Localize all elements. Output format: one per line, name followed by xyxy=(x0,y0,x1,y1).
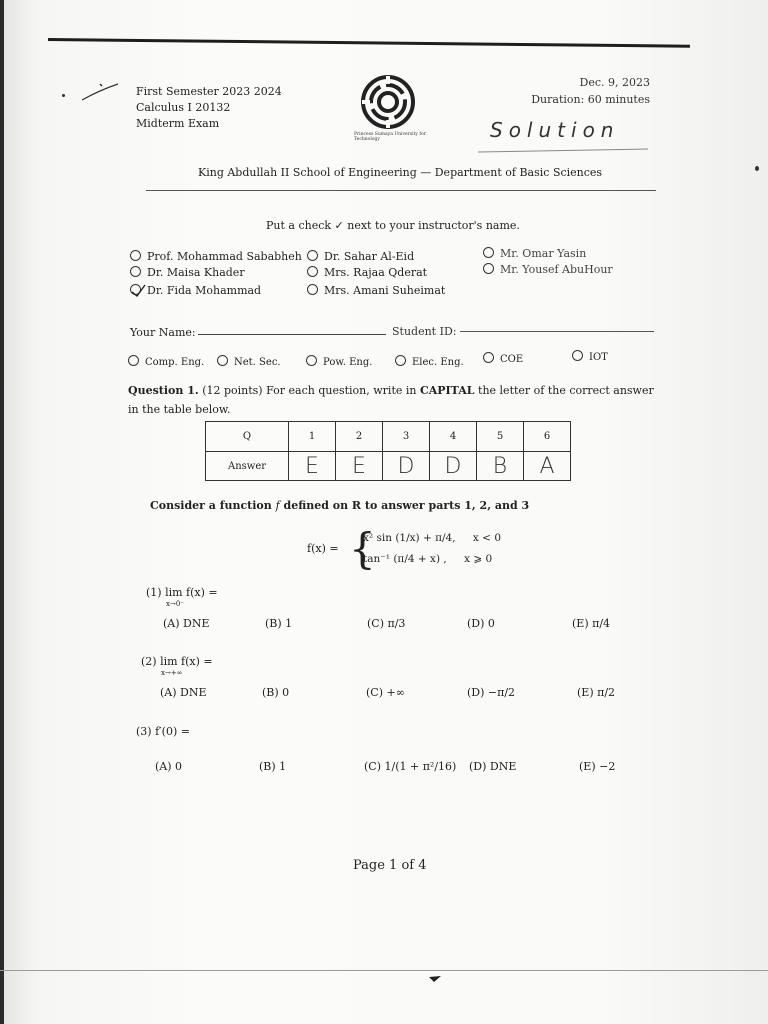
department-option[interactable]: IOT xyxy=(572,350,608,363)
brace-symbol: { xyxy=(349,524,376,573)
instructor-option[interactable]: Mrs. Rajaa Qderat xyxy=(307,266,427,279)
radio-circle-icon[interactable] xyxy=(128,355,139,366)
department-option[interactable]: Net. Sec. xyxy=(217,355,281,368)
exam-date: Dec. 9, 2023 xyxy=(579,76,650,89)
header-date-info xyxy=(531,74,650,108)
question-1-title: Question 1. xyxy=(128,384,199,397)
department-option[interactable]: COE xyxy=(483,352,523,365)
question-number: 3 xyxy=(383,422,430,452)
question-number: 2 xyxy=(336,422,383,452)
instructor-prompt: Put a check ✓ next to your instructor's name. xyxy=(266,219,520,232)
page-edge-shadow xyxy=(0,0,4,1024)
problem-1-prompt: (1) lim f(x) = x→0⁻ xyxy=(146,586,218,608)
exam-label: Midterm Exam xyxy=(136,117,220,130)
student-id-field[interactable] xyxy=(460,331,654,332)
table-row xyxy=(206,422,571,452)
signature-line xyxy=(478,149,648,153)
exam-duration: Duration: 60 minutes xyxy=(531,93,650,106)
q-header: Q xyxy=(206,422,289,452)
radio-circle-icon[interactable] xyxy=(307,266,318,277)
department-option[interactable]: Comp. Eng. xyxy=(128,355,204,368)
function-intro: Consider a function f defined on R to answer parts 1, 2, and 3 xyxy=(150,499,530,512)
answer-header: Answer xyxy=(206,452,289,481)
piece-1: x² sin (1/x) + π/4, x < 0 xyxy=(363,532,501,544)
question-number: 4 xyxy=(430,422,477,452)
student-id-label: Student ID: xyxy=(392,325,457,338)
answer-table xyxy=(205,421,571,481)
department-option[interactable]: Elec. Eng. xyxy=(395,355,464,368)
instructor-option[interactable]: Mr. Omar Yasin xyxy=(483,247,586,260)
name-label: Your Name: xyxy=(130,326,196,339)
choice-e[interactable]: (E) −2 xyxy=(579,760,616,773)
department-option[interactable]: Pow. Eng. xyxy=(306,355,372,368)
instructor-option-checked[interactable]: Dr. Fida Mohammad xyxy=(130,284,261,297)
top-rule xyxy=(48,38,690,48)
answer-cell[interactable]: E xyxy=(336,452,383,481)
university-logo xyxy=(360,74,416,130)
radio-circle-icon[interactable] xyxy=(483,352,494,363)
school-name: King Abdullah II School of Engineering — Department of Basic Sciences xyxy=(198,166,603,179)
question-number: 5 xyxy=(477,422,524,452)
choice-b[interactable]: (B) 1 xyxy=(265,617,293,630)
instructor-option[interactable]: Mr. Yousef AbuHour xyxy=(483,263,613,276)
course-label: Calculus I 20132 xyxy=(136,101,231,114)
piece-2: tan⁻¹ (π/4 + x) , x ⩾ 0 xyxy=(363,553,493,565)
radio-circle-icon[interactable] xyxy=(307,250,318,261)
header-course-info xyxy=(136,84,282,132)
choice-a[interactable]: (A) DNE xyxy=(160,686,207,699)
capital-keyword: CAPITAL xyxy=(419,384,475,397)
choice-a[interactable]: (A) 0 xyxy=(155,760,183,773)
choice-d[interactable]: (D) DNE xyxy=(469,760,517,773)
instructor-option[interactable]: Dr. Sahar Al-Eid xyxy=(307,250,414,263)
answer-cell[interactable]: D xyxy=(430,452,477,481)
semester-label: First Semester 2023 2024 xyxy=(136,85,282,98)
choice-a[interactable]: (A) DNE xyxy=(163,617,210,630)
answer-cell[interactable]: B xyxy=(477,452,524,481)
page-number: Page 1 of 4 xyxy=(353,858,427,873)
choice-c[interactable]: (C) π/3 xyxy=(367,617,406,630)
choice-d[interactable]: (D) 0 xyxy=(467,617,495,630)
function-lhs: f(x) = xyxy=(307,542,339,555)
bottom-edge xyxy=(0,970,768,971)
question-1-points: (12 points) xyxy=(202,384,263,397)
check-mark-icon xyxy=(130,284,146,298)
radio-circle-icon[interactable] xyxy=(307,284,318,295)
choice-b[interactable]: (B) 1 xyxy=(259,760,287,773)
question-number: 6 xyxy=(524,422,571,452)
pen-mark-icon xyxy=(428,975,442,983)
problem-3-prompt: (3) f′(0) = xyxy=(136,725,190,738)
choice-b[interactable]: (B) 0 xyxy=(262,686,290,699)
choice-e[interactable]: (E) π/4 xyxy=(572,617,611,630)
answer-cell[interactable]: D xyxy=(383,452,430,481)
choice-e[interactable]: (E) π/2 xyxy=(577,686,616,699)
name-field[interactable] xyxy=(198,334,386,335)
choice-d[interactable]: (D) −π/2 xyxy=(467,686,516,699)
radio-circle-icon[interactable] xyxy=(217,355,228,366)
radio-circle-icon[interactable] xyxy=(572,350,583,361)
problem-2-prompt: (2) lim f(x) = x→+∞ xyxy=(141,655,213,677)
radio-circle-icon[interactable] xyxy=(306,355,317,366)
radio-circle-icon[interactable] xyxy=(483,247,494,258)
radio-circle-icon[interactable] xyxy=(130,266,141,277)
header-divider xyxy=(146,190,656,191)
choice-c[interactable]: (C) 1/(1 + π²/16) xyxy=(364,760,457,773)
pen-mark xyxy=(62,94,65,97)
table-row xyxy=(206,452,571,481)
instructor-option[interactable]: Dr. Maisa Khader xyxy=(130,266,245,279)
university-name: Princess Sumaya University for Technology xyxy=(354,132,426,142)
question-1-text: Question 1. (12 points) For each question, write in CAPITAL the letter of the correct answer in the table below. xyxy=(128,384,654,416)
instructor-option[interactable]: Mrs. Amani Suheimat xyxy=(307,284,445,297)
instructor-option[interactable]: Prof. Mohammad Sababheh xyxy=(130,250,302,263)
pen-mark xyxy=(755,166,759,171)
answer-cell[interactable]: A xyxy=(524,452,571,481)
answer-cell[interactable]: E xyxy=(289,452,336,481)
question-number: 1 xyxy=(289,422,336,452)
choice-c[interactable]: (C) +∞ xyxy=(366,686,405,699)
pen-stroke xyxy=(80,80,120,104)
radio-circle-icon[interactable] xyxy=(395,355,406,366)
radio-circle-icon[interactable] xyxy=(483,263,494,274)
radio-circle-icon[interactable] xyxy=(130,250,141,261)
handwritten-solution: Solution xyxy=(490,118,620,142)
